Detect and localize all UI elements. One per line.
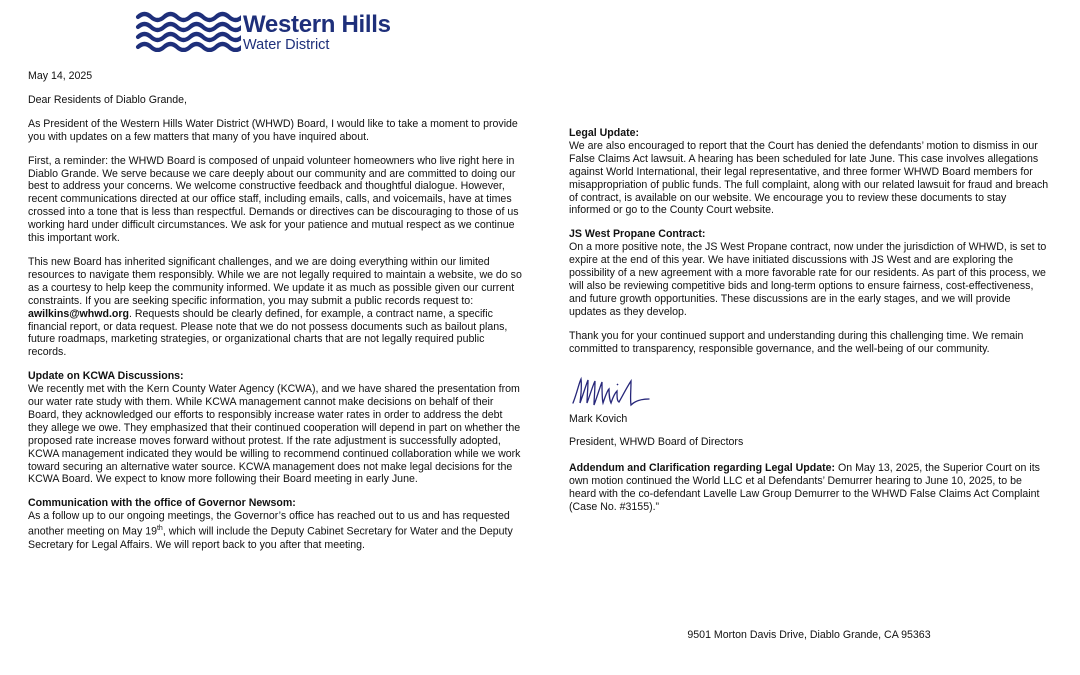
- records-email: awilkins@whwd.org: [28, 307, 129, 320]
- letter-left-column: [28, 70, 522, 563]
- propane-heading: JS West Propane Contract:: [569, 228, 706, 241]
- closing-paragraph: Thank you for your continued support and understanding during this challenging time. We remain committed to transparency, responsible governance, and the well-being of our community.: [569, 329, 1024, 355]
- governor-text-2: , which will include the Deputy Cabinet Secretary for Water and the Deputy Secretary for Legal Affairs. We will report back to you after that meeting.: [28, 525, 513, 551]
- board-text-before: This new Board has inherited significant challenges, and we are doing everything within our limited resources to navigate them responsibly. While we are not legally required to maintain a website, we do so as a courtesy to help keep the community informed. We update it as much as possible given our current constraints. If you are seeking specific information, you may submit a public records request to:: [28, 255, 522, 307]
- governor-text-1: As a follow up to our ongoing meetings, the Governor’s office has reached out to us and has requested another meeting on May 19: [28, 510, 510, 538]
- letter-right-column: [569, 127, 1049, 525]
- governor-paragraph: [28, 510, 522, 551]
- governor-superscript: th: [156, 525, 163, 533]
- intro-paragraph: As President of the Western Hills Water District (WHWD) Board, I would like to take a moment to provide you with updates on a few matters that many of you have inquired about.: [28, 117, 518, 143]
- legal-heading: Legal Update:: [569, 127, 640, 139]
- signature: [569, 373, 659, 413]
- governor-heading: Communication with the office of Governor Newsom:: [28, 497, 296, 510]
- addendum-heading: Addendum and Clarification regarding Legal Update:: [569, 462, 836, 475]
- org-name: Western Hills: [243, 11, 391, 38]
- board-text-after: . Requests should be clearly defined, for example, a contract name, a specific financial report, or data request. Please note that we do not possess documents such as bailout plans, future roadmaps, marketing strategies, or organizational charts that are not legally required public records.: [28, 307, 508, 359]
- legal-paragraph: We are also encouraged to report that the Court has denied the defendants’ motion to dismiss in our False Claims Act lawsuit. A hearing has been scheduled for late June. This case involves allegations against World International, their legal representative, and three former WHWD Board members for misappropriation of public funds. The full complaint, along with our related lawsuit for fraud and breach of contract, is available on our website. We encourage you to review these documents to stay informed or go to the County Court website.: [569, 139, 1049, 217]
- kcwa-paragraph: We recently met with the Kern County Water Agency (KCWA), and we have shared the presentation from our water rate study with them. While KCWA management cannot make decisions on behalf of their Board, they acknowledged our efforts to responsibly increase water rates in order to address the debt they allege we owe. They emphasized that their continued cooperation will depend in part on whether the proposed rate increase moves forward without protest. If the rate adjustment is successfully adopted, KCWA management indicated they would be willing to recommend continued collaboration while we work toward securing an alternative water source. KCWA management does not make legal decisions for the KCWA Board. We expect to know more following their Board meeting in early June.: [28, 383, 521, 486]
- org-subtitle: Water District: [243, 37, 330, 53]
- signer-title: President, WHWD Board of Directors: [569, 436, 744, 449]
- letter-greeting: Dear Residents of Diablo Grande,: [28, 93, 187, 106]
- footer-address: 9501 Morton Davis Drive, Diablo Grande, CA 95363: [687, 629, 931, 641]
- kcwa-heading: Update on KCWA Discussions:: [28, 370, 184, 383]
- board-paragraph: [28, 256, 522, 359]
- letter-date: May 14, 2025: [28, 70, 93, 82]
- signer-name: Mark Kovich: [569, 412, 628, 425]
- addendum-body: On May 13, 2025, the Superior Court on its own motion continued the World LLC et al Defendants’ Demurrer hearing to June 10, 2025, to be heard with the co-defendant Lavelle Law Group Demurrer to the WHWD False Claims Act Complaint (Case No. #3155).”: [569, 462, 1040, 514]
- water-waves-icon: [135, 8, 241, 52]
- reminder-paragraph: First, a reminder: the WHWD Board is composed of unpaid volunteer homeowners who live right here in Diablo Grande. We serve because we care deeply about our community and are committed to doing our best to address your concerns. We welcome constructive feedback and thoughtful dialogue. However, recent communications directed at our office staff, including emails, calls, and voicemails, have at times crossed into a tone that is less than respectful. Demands or directives can be discouraging to those of us working hard under difficult circumstances. We ask for your patience and mutual respect as we continue this important work.: [28, 154, 519, 245]
- addendum-paragraph: [569, 462, 1049, 514]
- propane-paragraph: On a more positive note, the JS West Propane contract, now under the jurisdiction of WHWD, is set to expire at the end of this year. We have initiated discussions with JS West and are exploring the possibility of a new agreement with a more favorable rate for our residents. As part of this process, we will also be reviewing competitive bids and long-term options to ensure fairness, cost-effectiveness, and future growth opportunities. These discussions are in the early stages, and we will provide updates as they develop.: [569, 241, 1047, 318]
- letterhead: [135, 8, 395, 52]
